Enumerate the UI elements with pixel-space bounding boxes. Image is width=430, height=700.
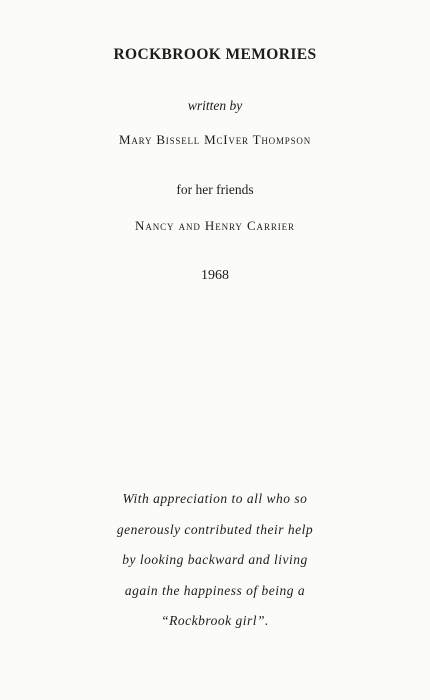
written-by-label: written by (187, 98, 243, 113)
dedication-line: With appreciation to all who so (122, 491, 308, 506)
dedication-line: “Rockbrook girl”. (161, 613, 269, 628)
dedication-line: again the happiness of being a (124, 582, 306, 598)
dedication-paragraph (0, 484, 430, 637)
dedication-label: for her friends (176, 182, 254, 197)
dedication-line: by looking backward and living (122, 552, 308, 567)
book-title: ROCKBROOK MEMORIES (113, 46, 317, 63)
dedication-line: generously contributed their help (116, 521, 314, 537)
publication-year: 1968 (201, 268, 229, 283)
friends-names: Nancy and Henry Carrier (135, 218, 295, 233)
author-name: Mary Bissell McIver Thompson (119, 132, 311, 147)
